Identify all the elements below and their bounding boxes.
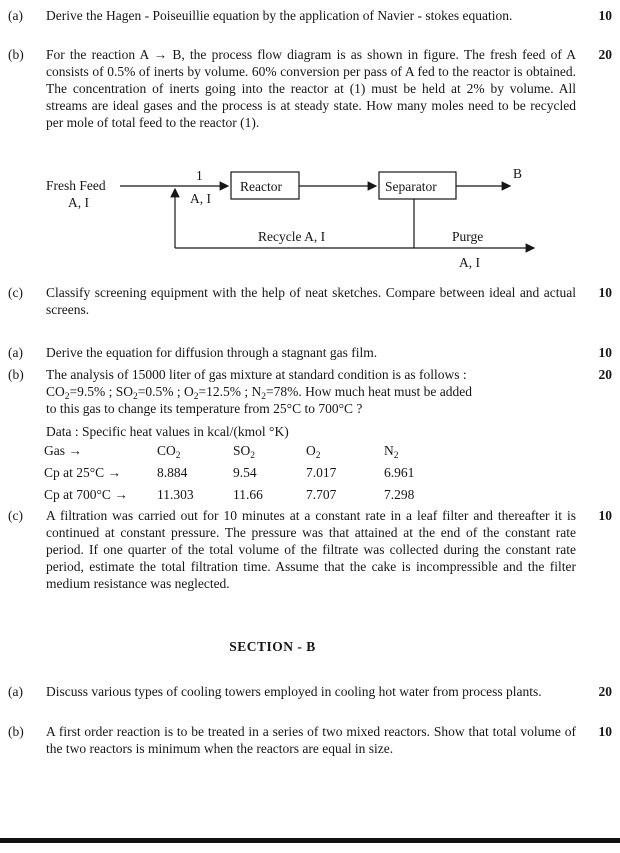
- purge-label: Purge: [452, 229, 484, 244]
- composition-o2: $O_2=12.5\%$: [184, 384, 242, 402]
- question-text: Derive the Hagen - Poiseuillie equation by the application of Navier - stokes equation.: [46, 8, 513, 23]
- composition-co2: $CO_2=9.5\%$: [46, 384, 106, 402]
- question-marks: 20: [598, 684, 612, 699]
- composition-tail: . How much heat must be added: [298, 384, 472, 399]
- question-marks: 20: [598, 47, 612, 62]
- table-header-n2: $N_2$: [384, 443, 399, 461]
- temperature-line: to this gas to change its temperature from 25°C to 700°C ?: [46, 401, 363, 416]
- table-cell: 11.66: [233, 487, 263, 502]
- recycle-label: Recycle A, I: [258, 229, 326, 244]
- table-cell: 7.707: [306, 487, 337, 502]
- question-text: For the reaction A → B, the process flow diagram is as shown in figure. The fresh feed of A consists of 0.5% of inerts by volume. 60% conversion per pass of A fed to the reactor is obtained. The concentration of inerts going into the reactor at (1) must be held at 2% by volume. All streams are ideal gases and the process is at steady state. How many moles need to be recycled per mole of total feed to the reactor (1).: [46, 47, 576, 130]
- question-label: (b): [8, 47, 24, 62]
- gas-composition-line: $CO_2=9.5\%$ ; $SO_2=0.5\%$ ; $O_2=12.5\%$ ; $N_2=78\%$. How much heat must be added: [46, 384, 472, 402]
- table-cell: 6.961: [384, 465, 415, 480]
- question-text: Classify screening equipment with the help of neat sketches. Compare between ideal and actual screens.: [46, 285, 576, 317]
- table-header-so2: $SO_2$: [233, 443, 256, 461]
- question-label: (a): [8, 345, 23, 360]
- question-label: (a): [8, 684, 23, 699]
- question-marks: 20: [598, 367, 612, 382]
- question-text: A filtration was carried out for 10 minutes at a constant rate in a leaf filter and thereafter it is continued at constant pressure. The pressure was that attained at the end of the constant rate period. If one quarter of the total volume of the filtrate was collected during the constant rate period, estimate the total filtration time. Assume that the cake is incompressible and the filter medium resistance was neglected.: [46, 508, 576, 591]
- fresh-feed-composition: A, I: [68, 195, 89, 210]
- question-text: Derive the equation for diffusion through a stagnant gas film.: [46, 345, 378, 360]
- question-label: (c): [8, 285, 23, 300]
- question-text: [46, 366, 576, 417]
- question-text: A first order reaction is to be treated in a series of two mixed reactors. Show that total volume of the two reactors is minimum when the reactors are equal in size.: [46, 724, 576, 756]
- table-header-row: [44, 442, 454, 464]
- specific-heat-table: [44, 442, 454, 508]
- question-marks: 10: [598, 508, 612, 523]
- stream-1-label: 1: [196, 168, 203, 183]
- question-marks: 10: [598, 345, 612, 360]
- question-label: (a): [8, 8, 23, 23]
- product-label: B: [513, 166, 523, 181]
- question-label: (b): [8, 724, 24, 739]
- fresh-feed-label: Fresh Feed: [46, 178, 106, 193]
- table-row: [44, 464, 454, 486]
- composition-so2: $SO_2=0.5\%$: [115, 384, 174, 402]
- table-cell: 7.298: [384, 487, 415, 502]
- question-marks: 10: [598, 285, 612, 300]
- reactor-label: Reactor: [240, 179, 282, 194]
- table-row-label: Cp at 25°C →: [44, 465, 122, 480]
- table-cell: 11.303: [157, 487, 194, 502]
- section-b-heading: SECTION - B: [229, 639, 316, 654]
- table-header-o2: $O_2$: [306, 443, 321, 461]
- table-header-gas: Gas →: [44, 443, 82, 458]
- stream-1-composition: A, I: [190, 191, 211, 206]
- question-marks: 10: [598, 8, 612, 23]
- question-marks: 10: [598, 724, 612, 739]
- composition-n2: $N_2=78\%$: [251, 384, 299, 402]
- question-label: (b): [8, 367, 24, 382]
- question-text: Discuss various types of cooling towers employed in cooling hot water from process plants.: [46, 684, 542, 699]
- separator-label: Separator: [385, 179, 437, 194]
- gas-analysis-line: The analysis of 15000 liter of gas mixture at standard condition is as follows :: [46, 367, 467, 382]
- table-row-label: Cp at 700°C →: [44, 487, 128, 502]
- question-label: (c): [8, 508, 23, 523]
- purge-composition: A, I: [459, 255, 480, 270]
- table-header-co2: $CO_2$: [157, 443, 181, 461]
- table-row: [44, 486, 454, 508]
- specific-heat-data-title: Data : Specific heat values in kcal/(kmol °K): [46, 424, 289, 439]
- process-flow-diagram: [0, 162, 620, 272]
- page-bottom-rule: [0, 838, 620, 843]
- table-cell: 7.017: [306, 465, 337, 480]
- table-cell: 9.54: [233, 465, 257, 480]
- table-cell: 8.884: [157, 465, 188, 480]
